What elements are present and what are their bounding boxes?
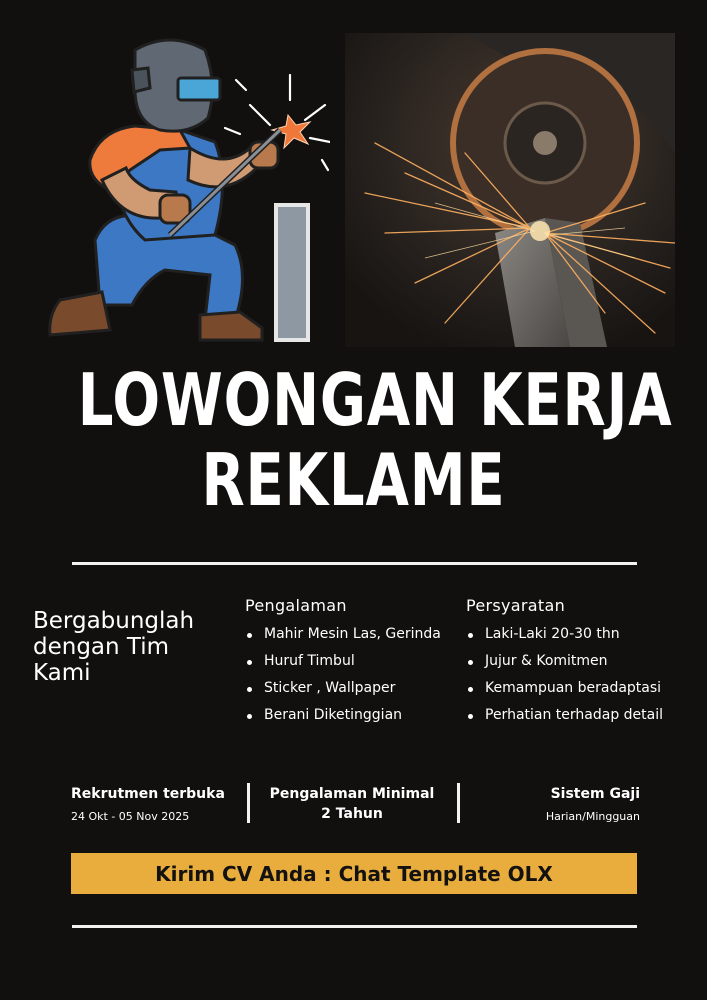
tagline: Bergabunglah dengan Tim Kami: [33, 608, 195, 686]
experience-section: [245, 596, 441, 729]
list-item: Sticker , Wallpaper: [245, 675, 441, 702]
divider-top: [72, 562, 637, 565]
cta-banner: Kirim CV Anda : Chat Template OLX: [71, 853, 637, 894]
page-title: [77, 358, 673, 522]
welder-illustration: [40, 30, 330, 350]
recruitment-label: Rekrutmen terbuka: [71, 786, 225, 802]
requirements-heading: Persyaratan: [466, 596, 566, 615]
min-experience-value: 2 Tahun: [321, 806, 383, 822]
requirements-section: [466, 596, 663, 729]
salary-info: [546, 784, 640, 825]
min-experience-info: [262, 784, 442, 824]
list-item: Kemampuan beradaptasi: [466, 675, 663, 702]
salary-value: Harian/Mingguan: [545, 810, 640, 823]
recruitment-info: [71, 784, 225, 825]
list-item: Jujur & Komitmen: [466, 648, 663, 675]
divider-vertical: [457, 783, 460, 823]
min-experience-label: Pengalaman Minimal: [269, 786, 435, 802]
list-item: Berani Diketinggian: [245, 702, 441, 729]
list-item: Laki-Laki 20-30 thn: [466, 621, 663, 648]
title-line-1: LOWONGAN KERJA: [77, 358, 673, 442]
requirements-list: [466, 621, 663, 729]
experience-list: [245, 621, 441, 729]
list-item: Mahir Mesin Las, Gerinda: [245, 621, 441, 648]
list-item: Perhatian terhadap detail: [466, 702, 663, 729]
divider-bottom: [72, 925, 637, 928]
list-item: Huruf Timbul: [245, 648, 441, 675]
salary-label: Sistem Gaji: [550, 786, 640, 802]
divider-vertical: [247, 783, 250, 823]
grinder-sparks-photo: [345, 33, 675, 347]
recruitment-dates: 24 Okt - 05 Nov 2025: [71, 810, 190, 823]
title-line-2: REKLAME: [201, 438, 506, 522]
experience-heading: Pengalaman: [245, 596, 347, 615]
